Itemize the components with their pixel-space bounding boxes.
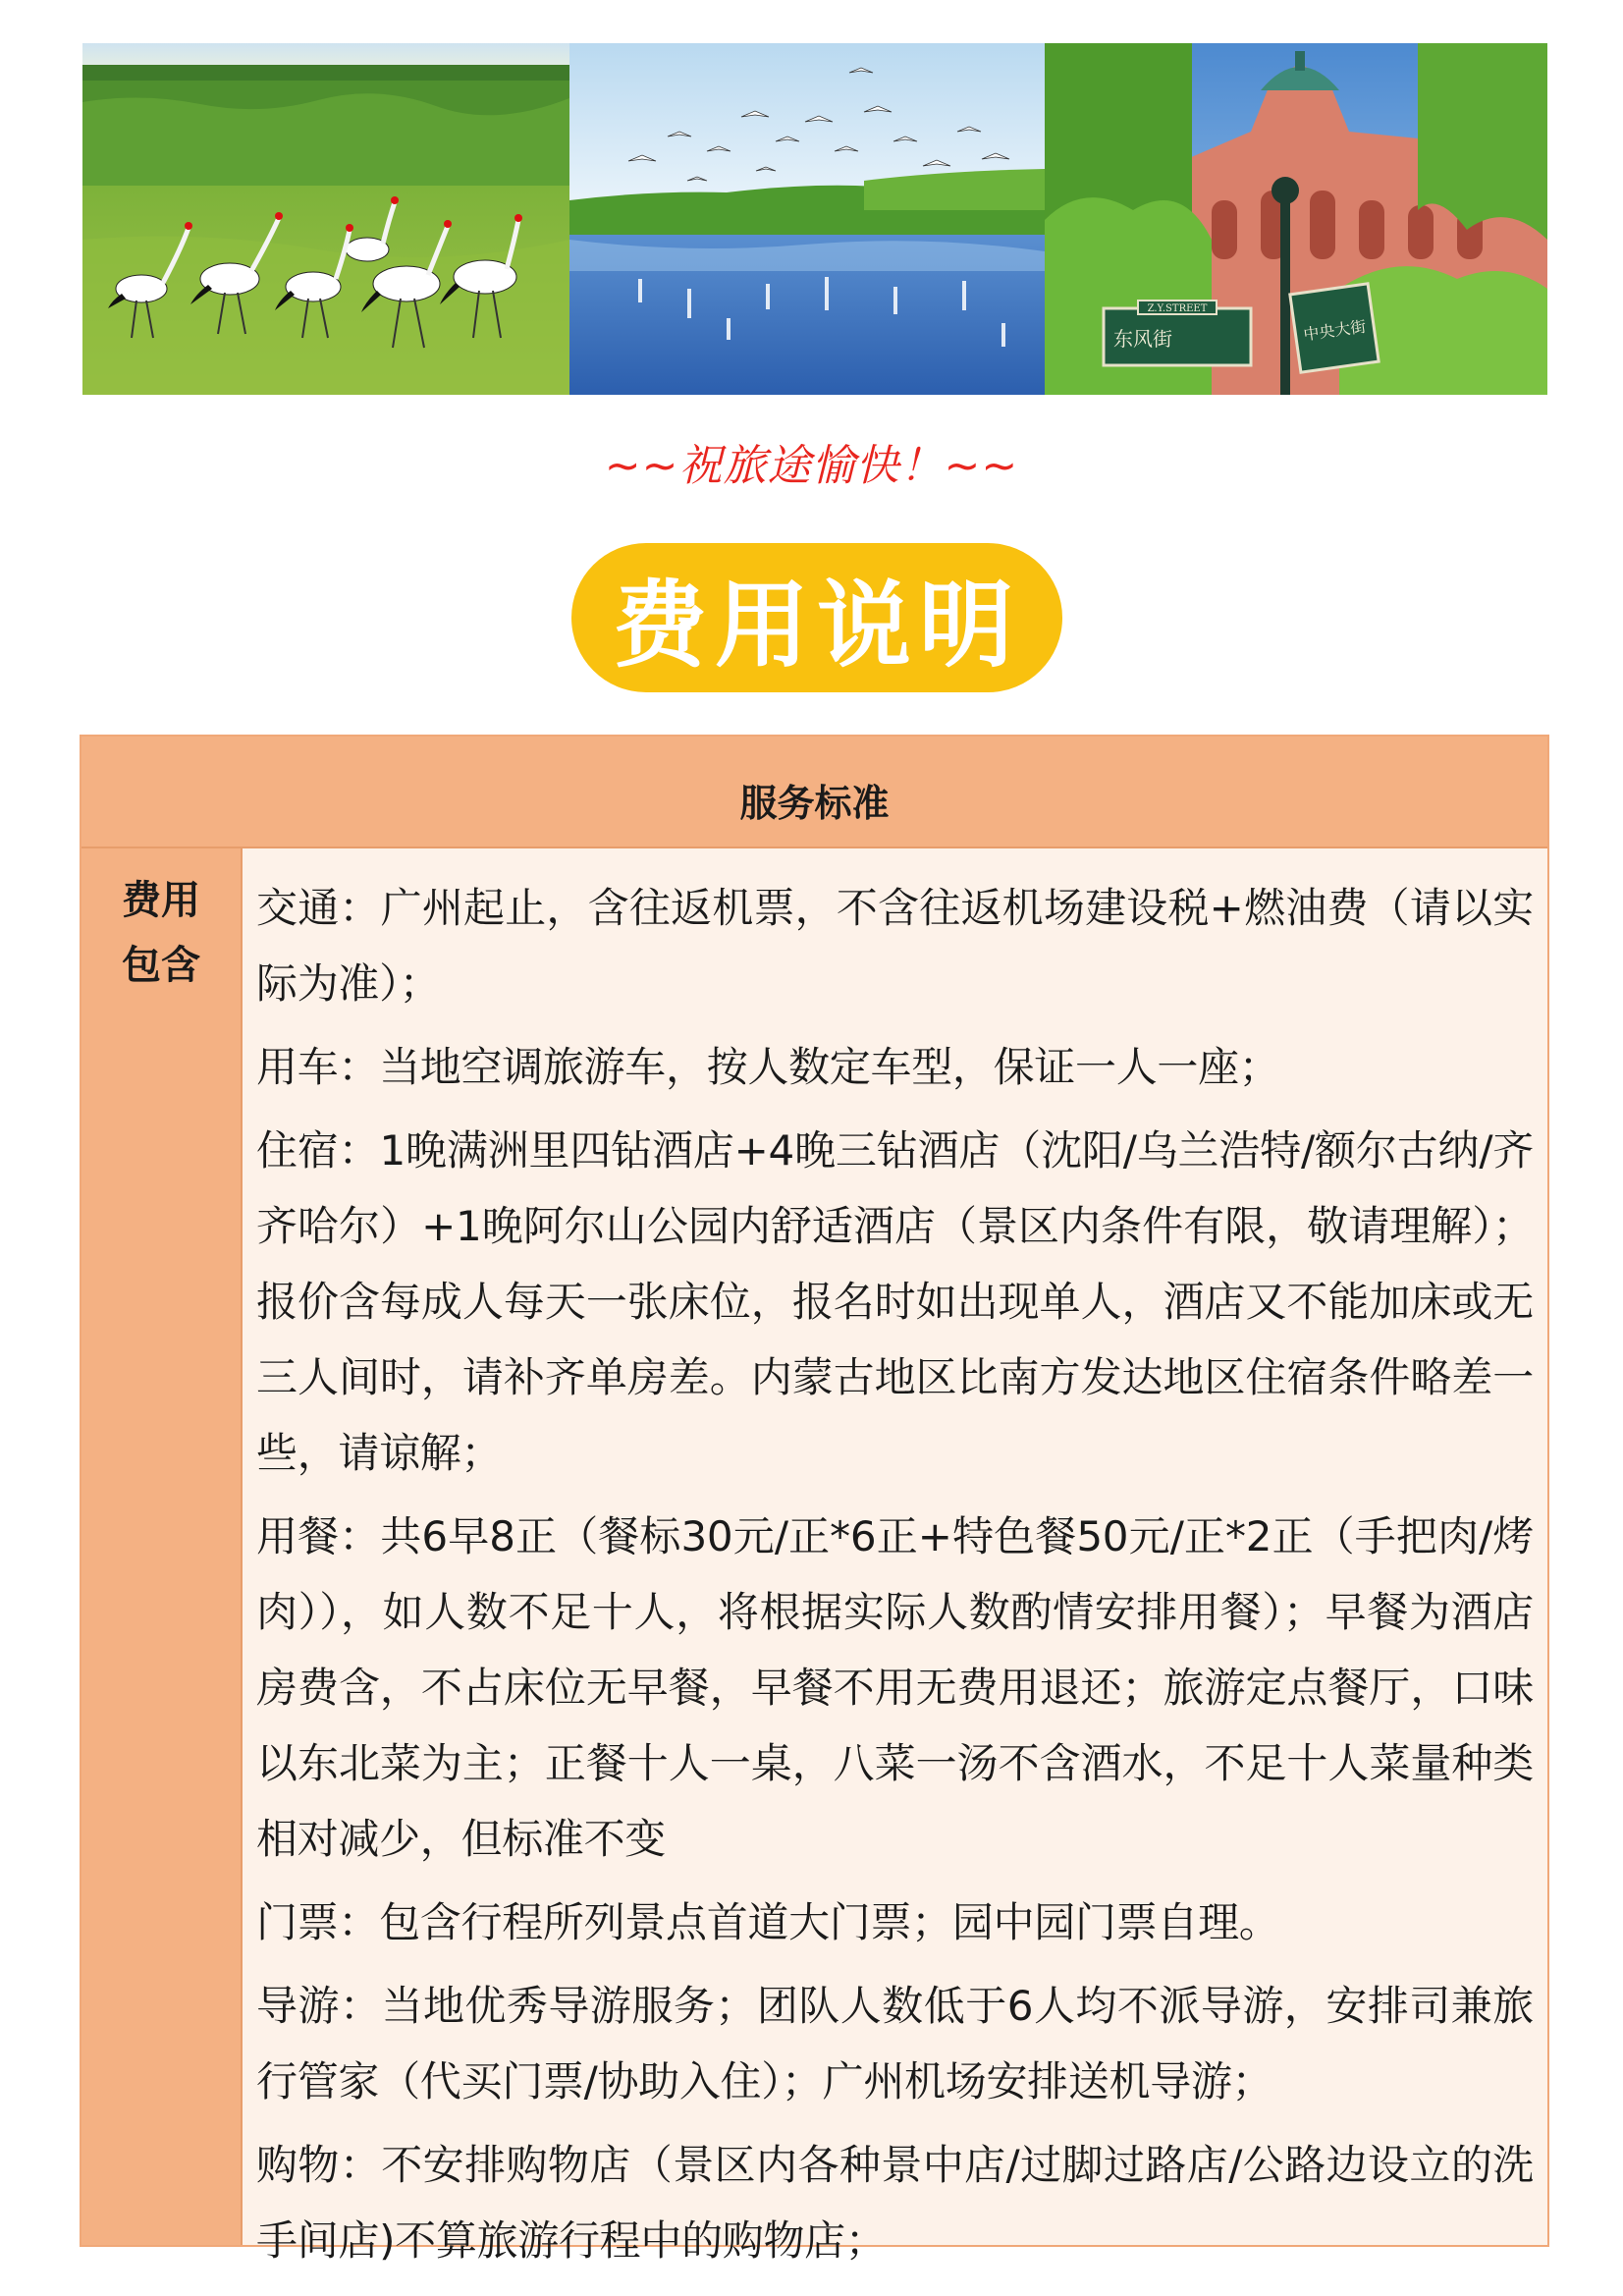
title-badge bbox=[571, 543, 1062, 692]
item-tickets: 门票：包含行程所列景点首道大门票；园中园门票自理。 bbox=[256, 1898, 1280, 1946]
row-label-line-2: 包含 bbox=[122, 943, 200, 988]
street-sign-chinese: 东风街 bbox=[1113, 327, 1172, 351]
item-transport: 交通：广州起止，含往返机票，不含往返机场建设税+燃油费（请以实际为准）； bbox=[256, 884, 1534, 1008]
table-header bbox=[81, 737, 1547, 848]
item-vehicle: 用车：当地空调旅游车，按人数定车型，保证一人一座； bbox=[256, 1043, 1280, 1091]
street-sign-side: 中央大街 bbox=[1302, 316, 1368, 345]
street-sign-english: Z.Y.STREET bbox=[1147, 303, 1208, 314]
item-shopping: 购物：不安排购物店（景区内各种景中店/过脚过路店/公路边设立的洗手间店)不算旅游行程中的购物店； bbox=[256, 2141, 1534, 2265]
service-standard-table bbox=[80, 735, 1549, 2265]
cranes-over-lake-photo bbox=[569, 43, 1045, 395]
table-header-text: 服务标准 bbox=[739, 781, 890, 825]
crane-grassland-photo bbox=[82, 43, 569, 395]
table-row bbox=[81, 848, 1547, 2265]
item-accommodation: 住宿：1晚满洲里四钻酒店+4晚三钻酒店（沈阳/乌兰浩特/额尔古纳/齐齐哈尔）+1晚阿尔山公园内舒适酒店（景区内条件有限，敬请理解）；报价含每成人每天一张床位，报名时如出现单人，酒店又不能加床或无三人间时，请补齐单房差。内蒙古地区比南方发达地区住宿条件略差一些，请谅解； bbox=[256, 1126, 1534, 1477]
row-content-cell bbox=[243, 848, 1547, 2265]
item-guide: 导游：当地优秀导游服务；团队人数低于6人均不派导游，安排司兼旅行管家（代买门票/协助入住）；广州机场安排送机导游； bbox=[256, 1982, 1534, 2105]
row-label-line-1: 费用 bbox=[122, 878, 200, 923]
page-title: 费用说明 bbox=[613, 570, 1021, 681]
item-meals: 用餐：共6早8正（餐标30元/正*6正+特色餐50元/正*2正（手把肉/烤肉）），如人数不足十人，将根据实际人数酌情安排用餐）；早餐为酒店房费含，不占床位无早餐，早餐不用无费用退还；旅游定点餐厅，口味以东北菜为主；正餐十人一桌，八菜一汤不含酒水，不足十人菜量种类相对减少，但标准不变 bbox=[256, 1512, 1534, 1863]
greeting-text: ~~祝旅途愉快！~~ bbox=[604, 441, 1019, 491]
row-label-cell bbox=[81, 848, 243, 2245]
photo-banner bbox=[82, 43, 1547, 395]
european-building-photo bbox=[1045, 43, 1547, 395]
